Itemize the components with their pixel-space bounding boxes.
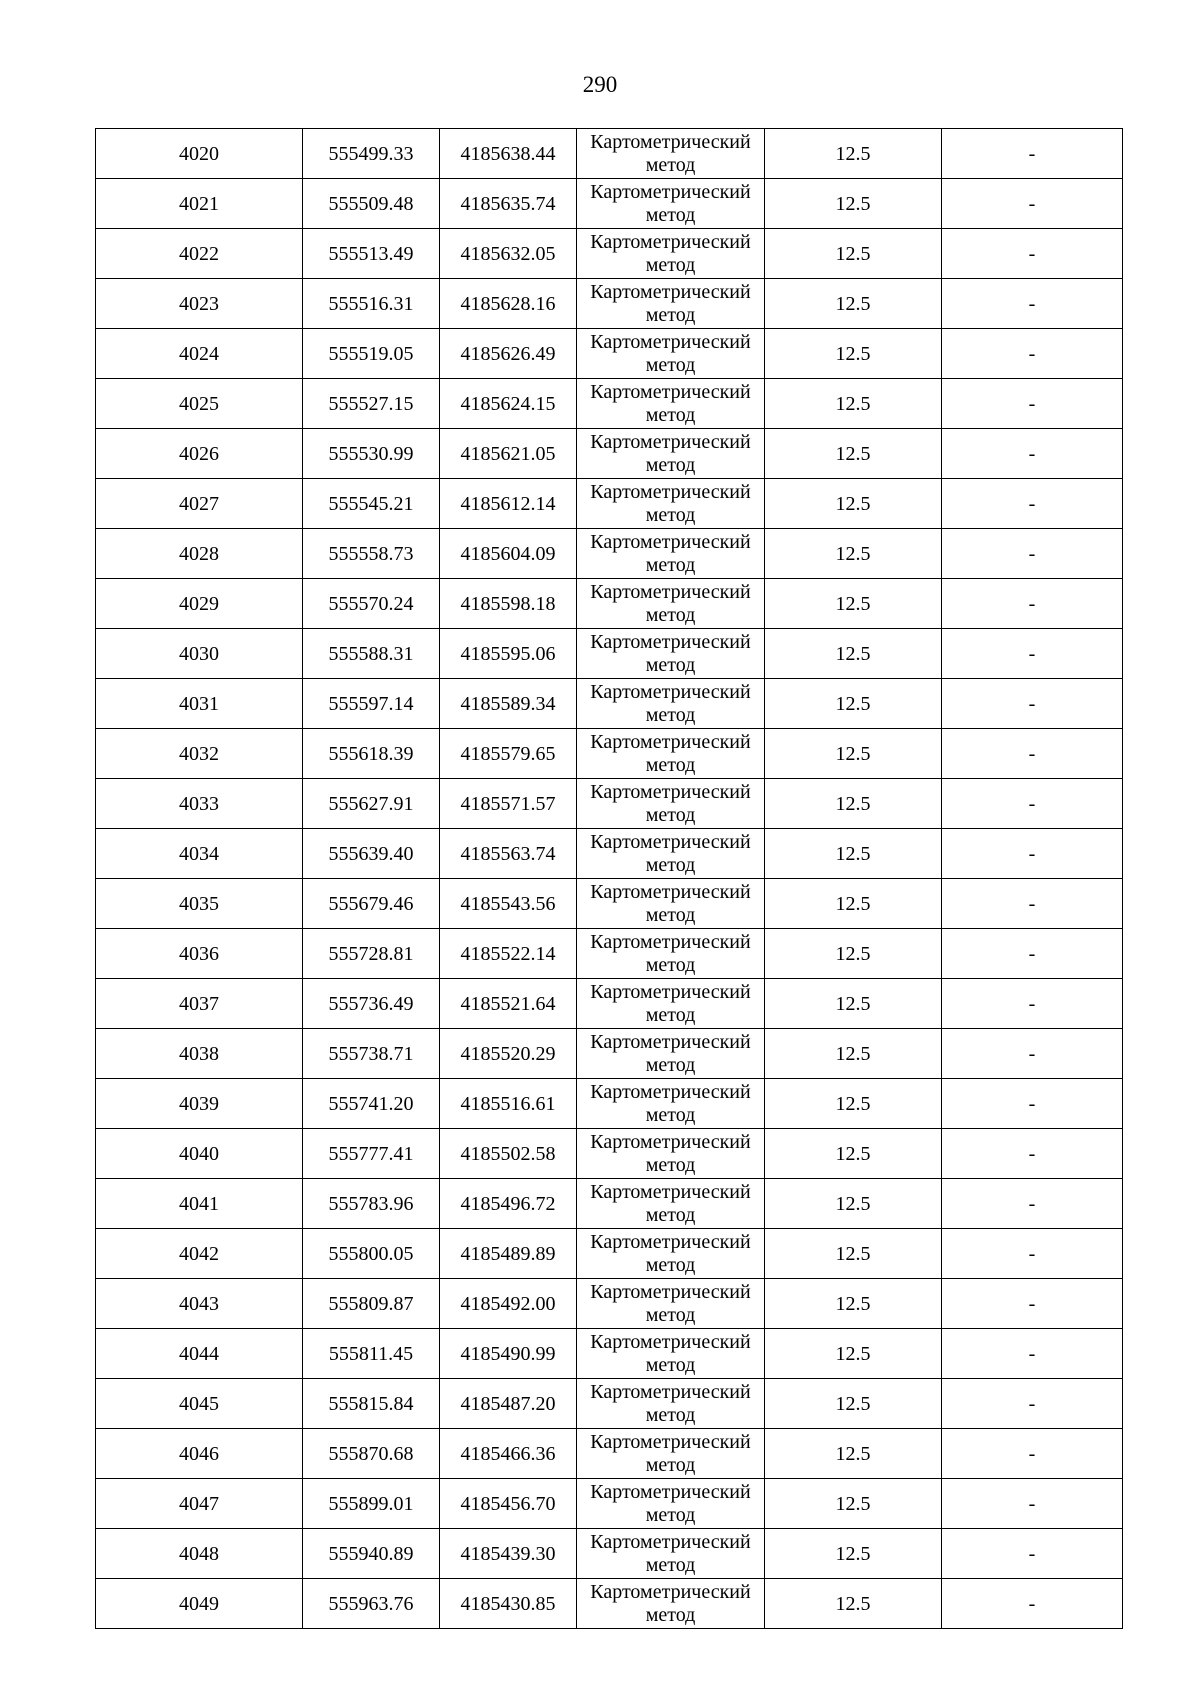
- note-cell: -: [942, 979, 1123, 1029]
- x-coordinate-cell: 555783.96: [303, 1179, 440, 1229]
- note-cell: -: [942, 479, 1123, 529]
- table-row: [96, 1079, 1123, 1129]
- y-coordinate-cell: 4185430.85: [440, 1579, 577, 1629]
- method-cell: [577, 1229, 765, 1279]
- x-coordinate-cell: 555588.31: [303, 629, 440, 679]
- table-row: [96, 929, 1123, 979]
- x-coordinate-cell: 555963.76: [303, 1579, 440, 1629]
- point-id-cell: 4047: [96, 1479, 303, 1529]
- method-cell: [577, 1279, 765, 1329]
- method-line-1: Картометрический: [590, 1380, 751, 1403]
- accuracy-cell: 12.5: [765, 1529, 942, 1579]
- method-line-1: Картометрический: [590, 730, 751, 753]
- method-line-2: метод: [645, 1003, 696, 1026]
- method-cell: [577, 1479, 765, 1529]
- note-cell: -: [942, 1579, 1123, 1629]
- method-line-2: метод: [645, 503, 696, 526]
- point-id-cell: 4024: [96, 329, 303, 379]
- method-line-2: метод: [645, 953, 696, 976]
- accuracy-cell: 12.5: [765, 279, 942, 329]
- x-coordinate-cell: 555618.39: [303, 729, 440, 779]
- accuracy-cell: 12.5: [765, 1579, 942, 1629]
- table-row: [96, 679, 1123, 729]
- method-line-1: Картометрический: [590, 1480, 751, 1503]
- x-coordinate-cell: 555597.14: [303, 679, 440, 729]
- method-line-1: Картометрический: [590, 180, 751, 203]
- y-coordinate-cell: 4185521.64: [440, 979, 577, 1029]
- table-row: [96, 379, 1123, 429]
- x-coordinate-cell: 555570.24: [303, 579, 440, 629]
- x-coordinate-cell: 555509.48: [303, 179, 440, 229]
- method-line-2: метод: [645, 1353, 696, 1376]
- method-cell: [577, 379, 765, 429]
- point-id-cell: 4039: [96, 1079, 303, 1129]
- point-id-cell: 4040: [96, 1129, 303, 1179]
- method-line-1: Картометрический: [590, 780, 751, 803]
- accuracy-cell: 12.5: [765, 479, 942, 529]
- x-coordinate-cell: 555499.33: [303, 129, 440, 179]
- method-cell: [577, 579, 765, 629]
- accuracy-cell: 12.5: [765, 679, 942, 729]
- y-coordinate-cell: 4185612.14: [440, 479, 577, 529]
- note-cell: -: [942, 629, 1123, 679]
- accuracy-cell: 12.5: [765, 729, 942, 779]
- method-cell: [577, 879, 765, 929]
- method-line-1: Картометрический: [590, 980, 751, 1003]
- table-row: [96, 1279, 1123, 1329]
- note-cell: -: [942, 1029, 1123, 1079]
- point-id-cell: 4045: [96, 1379, 303, 1429]
- point-id-cell: 4046: [96, 1429, 303, 1479]
- x-coordinate-cell: 555809.87: [303, 1279, 440, 1329]
- method-cell: [577, 829, 765, 879]
- method-line-2: метод: [645, 203, 696, 226]
- accuracy-cell: 12.5: [765, 129, 942, 179]
- method-line-2: метод: [645, 303, 696, 326]
- point-id-cell: 4023: [96, 279, 303, 329]
- accuracy-cell: 12.5: [765, 1279, 942, 1329]
- method-line-1: Картометрический: [590, 330, 751, 353]
- y-coordinate-cell: 4185516.61: [440, 1079, 577, 1129]
- method-cell: [577, 279, 765, 329]
- point-id-cell: 4043: [96, 1279, 303, 1329]
- y-coordinate-cell: 4185456.70: [440, 1479, 577, 1529]
- point-id-cell: 4032: [96, 729, 303, 779]
- method-line-2: метод: [645, 903, 696, 926]
- note-cell: -: [942, 229, 1123, 279]
- method-line-2: метод: [645, 1553, 696, 1576]
- method-line-1: Картометрический: [590, 1080, 751, 1103]
- accuracy-cell: 12.5: [765, 1479, 942, 1529]
- method-line-2: метод: [645, 603, 696, 626]
- method-cell: [577, 1579, 765, 1629]
- y-coordinate-cell: 4185502.58: [440, 1129, 577, 1179]
- method-line-1: Картометрический: [590, 930, 751, 953]
- method-cell: [577, 929, 765, 979]
- method-line-2: метод: [645, 403, 696, 426]
- x-coordinate-cell: 555516.31: [303, 279, 440, 329]
- y-coordinate-cell: 4185496.72: [440, 1179, 577, 1229]
- y-coordinate-cell: 4185487.20: [440, 1379, 577, 1429]
- y-coordinate-cell: 4185571.57: [440, 779, 577, 829]
- point-id-cell: 4037: [96, 979, 303, 1029]
- y-coordinate-cell: 4185604.09: [440, 529, 577, 579]
- table-row: [96, 1429, 1123, 1479]
- point-id-cell: 4026: [96, 429, 303, 479]
- method-cell: [577, 179, 765, 229]
- method-line-1: Картометрический: [590, 1330, 751, 1353]
- accuracy-cell: 12.5: [765, 529, 942, 579]
- method-line-1: Картометрический: [590, 880, 751, 903]
- page-number: 290: [582, 72, 618, 97]
- table-row: [96, 729, 1123, 779]
- accuracy-cell: 12.5: [765, 629, 942, 679]
- method-cell: [577, 479, 765, 529]
- point-id-cell: 4034: [96, 829, 303, 879]
- method-line-2: метод: [645, 1203, 696, 1226]
- note-cell: -: [942, 1429, 1123, 1479]
- x-coordinate-cell: 555530.99: [303, 429, 440, 479]
- x-coordinate-cell: 555527.15: [303, 379, 440, 429]
- method-cell: [577, 629, 765, 679]
- accuracy-cell: 12.5: [765, 779, 942, 829]
- x-coordinate-cell: 555558.73: [303, 529, 440, 579]
- note-cell: -: [942, 929, 1123, 979]
- x-coordinate-cell: 555639.40: [303, 829, 440, 879]
- note-cell: -: [942, 1129, 1123, 1179]
- method-cell: [577, 979, 765, 1029]
- method-cell: [577, 1029, 765, 1079]
- method-line-1: Картометрический: [590, 380, 751, 403]
- table-row: [96, 1529, 1123, 1579]
- y-coordinate-cell: 4185579.65: [440, 729, 577, 779]
- y-coordinate-cell: 4185628.16: [440, 279, 577, 329]
- point-id-cell: 4021: [96, 179, 303, 229]
- note-cell: -: [942, 529, 1123, 579]
- point-id-cell: 4031: [96, 679, 303, 729]
- y-coordinate-cell: 4185522.14: [440, 929, 577, 979]
- method-line-1: Картометрический: [590, 1230, 751, 1253]
- accuracy-cell: 12.5: [765, 1429, 942, 1479]
- coordinates-table: [95, 128, 1123, 1629]
- note-cell: -: [942, 1179, 1123, 1229]
- point-id-cell: 4025: [96, 379, 303, 429]
- table-row: [96, 1029, 1123, 1079]
- method-line-2: метод: [645, 803, 696, 826]
- y-coordinate-cell: 4185563.74: [440, 829, 577, 879]
- point-id-cell: 4022: [96, 229, 303, 279]
- x-coordinate-cell: 555519.05: [303, 329, 440, 379]
- point-id-cell: 4042: [96, 1229, 303, 1279]
- note-cell: -: [942, 179, 1123, 229]
- y-coordinate-cell: 4185492.00: [440, 1279, 577, 1329]
- accuracy-cell: 12.5: [765, 1179, 942, 1229]
- x-coordinate-cell: 555728.81: [303, 929, 440, 979]
- y-coordinate-cell: 4185624.15: [440, 379, 577, 429]
- method-cell: [577, 779, 765, 829]
- accuracy-cell: 12.5: [765, 229, 942, 279]
- accuracy-cell: 12.5: [765, 579, 942, 629]
- table-row: [96, 129, 1123, 179]
- table-row: [96, 579, 1123, 629]
- y-coordinate-cell: 4185635.74: [440, 179, 577, 229]
- point-id-cell: 4038: [96, 1029, 303, 1079]
- method-line-2: метод: [645, 1253, 696, 1276]
- method-line-1: Картометрический: [590, 1430, 751, 1453]
- accuracy-cell: 12.5: [765, 1129, 942, 1179]
- table-row: [96, 179, 1123, 229]
- y-coordinate-cell: 4185543.56: [440, 879, 577, 929]
- method-line-1: Картометрический: [590, 830, 751, 853]
- table-row: [96, 1129, 1123, 1179]
- x-coordinate-cell: 555736.49: [303, 979, 440, 1029]
- method-line-2: метод: [645, 553, 696, 576]
- method-cell: [577, 329, 765, 379]
- point-id-cell: 4020: [96, 129, 303, 179]
- table-row: [96, 429, 1123, 479]
- x-coordinate-cell: 555777.41: [303, 1129, 440, 1179]
- table-row: [96, 229, 1123, 279]
- y-coordinate-cell: 4185595.06: [440, 629, 577, 679]
- method-line-2: метод: [645, 1453, 696, 1476]
- method-cell: [577, 129, 765, 179]
- method-cell: [577, 429, 765, 479]
- method-line-2: метод: [645, 353, 696, 376]
- note-cell: -: [942, 279, 1123, 329]
- note-cell: -: [942, 829, 1123, 879]
- accuracy-cell: 12.5: [765, 1229, 942, 1279]
- point-id-cell: 4030: [96, 629, 303, 679]
- y-coordinate-cell: 4185626.49: [440, 329, 577, 379]
- note-cell: -: [942, 429, 1123, 479]
- note-cell: -: [942, 1279, 1123, 1329]
- method-line-2: метод: [645, 1053, 696, 1076]
- accuracy-cell: 12.5: [765, 1029, 942, 1079]
- y-coordinate-cell: 4185489.89: [440, 1229, 577, 1279]
- method-line-1: Картометрический: [590, 1580, 751, 1603]
- table-row: [96, 979, 1123, 1029]
- method-line-1: Картометрический: [590, 1530, 751, 1553]
- accuracy-cell: 12.5: [765, 1079, 942, 1129]
- method-cell: [577, 229, 765, 279]
- table-row: [96, 279, 1123, 329]
- method-cell: [577, 1529, 765, 1579]
- table-row: [96, 779, 1123, 829]
- table-row: [96, 529, 1123, 579]
- accuracy-cell: 12.5: [765, 429, 942, 479]
- note-cell: -: [942, 129, 1123, 179]
- method-line-1: Картометрический: [590, 480, 751, 503]
- y-coordinate-cell: 4185439.30: [440, 1529, 577, 1579]
- method-line-2: метод: [645, 753, 696, 776]
- accuracy-cell: 12.5: [765, 1329, 942, 1379]
- y-coordinate-cell: 4185490.99: [440, 1329, 577, 1379]
- method-line-1: Картометрический: [590, 580, 751, 603]
- x-coordinate-cell: 555800.05: [303, 1229, 440, 1279]
- x-coordinate-cell: 555679.46: [303, 879, 440, 929]
- accuracy-cell: 12.5: [765, 929, 942, 979]
- method-line-1: Картометрический: [590, 1130, 751, 1153]
- point-id-cell: 4044: [96, 1329, 303, 1379]
- accuracy-cell: 12.5: [765, 179, 942, 229]
- x-coordinate-cell: 555815.84: [303, 1379, 440, 1429]
- table-row: [96, 1379, 1123, 1429]
- method-line-1: Картометрический: [590, 280, 751, 303]
- method-cell: [577, 1129, 765, 1179]
- y-coordinate-cell: 4185520.29: [440, 1029, 577, 1079]
- accuracy-cell: 12.5: [765, 329, 942, 379]
- point-id-cell: 4048: [96, 1529, 303, 1579]
- method-line-2: метод: [645, 1603, 696, 1626]
- method-cell: [577, 1379, 765, 1429]
- method-line-1: Картометрический: [590, 1280, 751, 1303]
- method-line-1: Картометрический: [590, 680, 751, 703]
- method-cell: [577, 729, 765, 779]
- method-line-1: Картометрический: [590, 130, 751, 153]
- table-row: [96, 329, 1123, 379]
- note-cell: -: [942, 1329, 1123, 1379]
- method-cell: [577, 529, 765, 579]
- table-row: [96, 629, 1123, 679]
- method-line-2: метод: [645, 1403, 696, 1426]
- method-line-2: метод: [645, 653, 696, 676]
- table-row: [96, 1329, 1123, 1379]
- method-cell: [577, 679, 765, 729]
- point-id-cell: 4028: [96, 529, 303, 579]
- accuracy-cell: 12.5: [765, 1379, 942, 1429]
- method-line-2: метод: [645, 253, 696, 276]
- note-cell: -: [942, 1079, 1123, 1129]
- coordinates-table-body: [96, 129, 1123, 1629]
- y-coordinate-cell: 4185466.36: [440, 1429, 577, 1479]
- x-coordinate-cell: 555545.21: [303, 479, 440, 529]
- y-coordinate-cell: 4185621.05: [440, 429, 577, 479]
- accuracy-cell: 12.5: [765, 879, 942, 929]
- method-line-1: Картометрический: [590, 230, 751, 253]
- method-line-2: метод: [645, 1103, 696, 1126]
- x-coordinate-cell: 555811.45: [303, 1329, 440, 1379]
- point-id-cell: 4027: [96, 479, 303, 529]
- x-coordinate-cell: 555738.71: [303, 1029, 440, 1079]
- table-row: [96, 1479, 1123, 1529]
- point-id-cell: 4036: [96, 929, 303, 979]
- method-line-2: метод: [645, 703, 696, 726]
- x-coordinate-cell: 555513.49: [303, 229, 440, 279]
- accuracy-cell: 12.5: [765, 379, 942, 429]
- method-cell: [577, 1079, 765, 1129]
- table-row: [96, 1229, 1123, 1279]
- point-id-cell: 4035: [96, 879, 303, 929]
- note-cell: -: [942, 329, 1123, 379]
- table-row: [96, 829, 1123, 879]
- table-row: [96, 1179, 1123, 1229]
- method-line-1: Картометрический: [590, 530, 751, 553]
- method-line-2: метод: [645, 1153, 696, 1176]
- y-coordinate-cell: 4185589.34: [440, 679, 577, 729]
- point-id-cell: 4033: [96, 779, 303, 829]
- method-line-1: Картометрический: [590, 1180, 751, 1203]
- accuracy-cell: 12.5: [765, 979, 942, 1029]
- method-line-1: Картометрический: [590, 1030, 751, 1053]
- x-coordinate-cell: 555940.89: [303, 1529, 440, 1579]
- method-line-2: метод: [645, 1303, 696, 1326]
- note-cell: -: [942, 579, 1123, 629]
- method-line-2: метод: [645, 853, 696, 876]
- y-coordinate-cell: 4185632.05: [440, 229, 577, 279]
- method-line-2: метод: [645, 153, 696, 176]
- x-coordinate-cell: 555741.20: [303, 1079, 440, 1129]
- y-coordinate-cell: 4185638.44: [440, 129, 577, 179]
- table-row: [96, 1579, 1123, 1629]
- method-cell: [577, 1179, 765, 1229]
- method-line-1: Картометрический: [590, 630, 751, 653]
- method-cell: [577, 1329, 765, 1379]
- note-cell: -: [942, 1529, 1123, 1579]
- x-coordinate-cell: 555627.91: [303, 779, 440, 829]
- note-cell: -: [942, 679, 1123, 729]
- note-cell: -: [942, 379, 1123, 429]
- note-cell: -: [942, 779, 1123, 829]
- method-cell: [577, 1429, 765, 1479]
- accuracy-cell: 12.5: [765, 829, 942, 879]
- note-cell: -: [942, 729, 1123, 779]
- table-row: [96, 479, 1123, 529]
- point-id-cell: 4041: [96, 1179, 303, 1229]
- point-id-cell: 4049: [96, 1579, 303, 1629]
- method-line-1: Картометрический: [590, 430, 751, 453]
- note-cell: -: [942, 1379, 1123, 1429]
- table-row: [96, 879, 1123, 929]
- x-coordinate-cell: 555899.01: [303, 1479, 440, 1529]
- note-cell: -: [942, 879, 1123, 929]
- method-line-2: метод: [645, 1503, 696, 1526]
- method-line-2: метод: [645, 453, 696, 476]
- note-cell: -: [942, 1479, 1123, 1529]
- point-id-cell: 4029: [96, 579, 303, 629]
- note-cell: -: [942, 1229, 1123, 1279]
- y-coordinate-cell: 4185598.18: [440, 579, 577, 629]
- x-coordinate-cell: 555870.68: [303, 1429, 440, 1479]
